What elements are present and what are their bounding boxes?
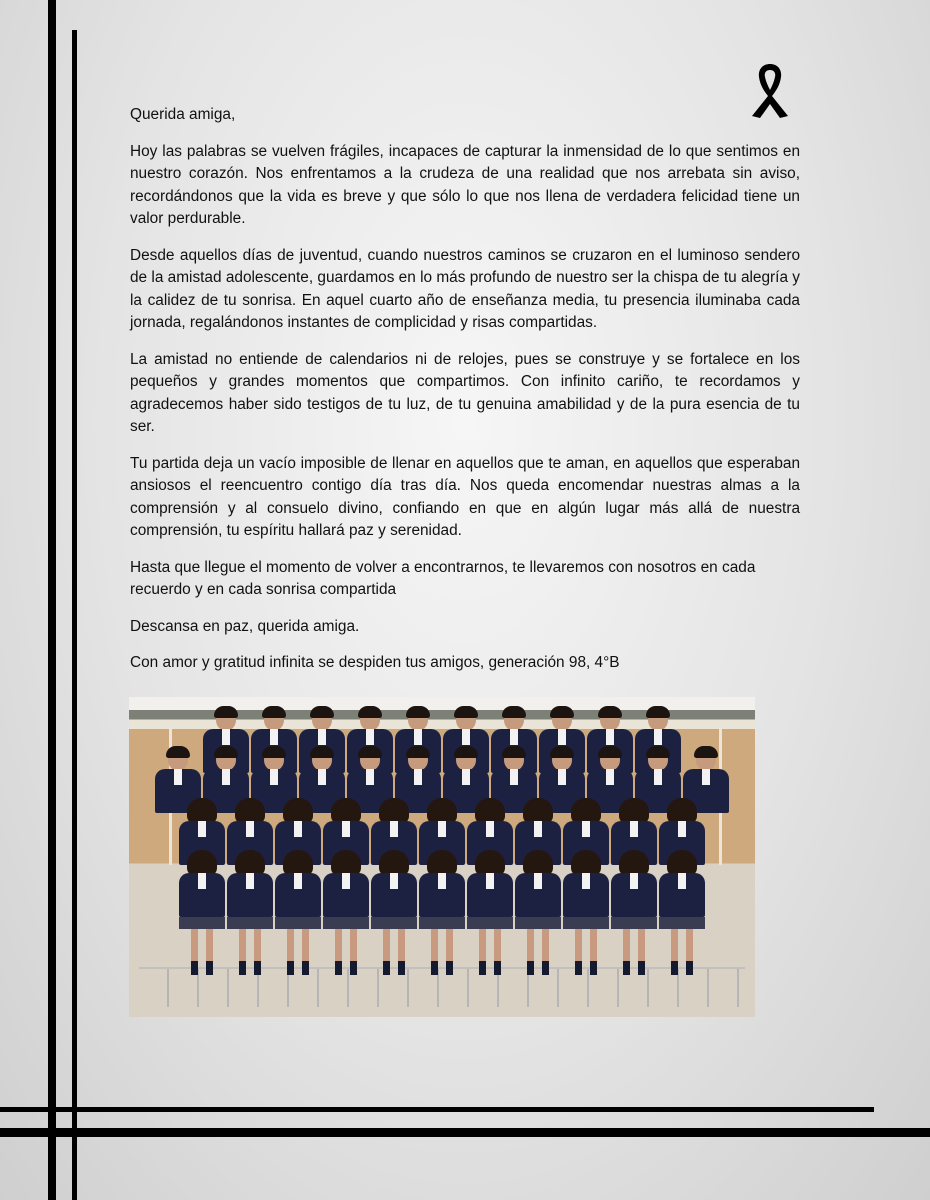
- letter-body: [130, 104, 800, 689]
- letter-paragraph-1: Hoy las palabras se vuelven frágiles, incapaces de capturar la inmensidad de lo que sentimos en nuestro corazón. Nos enfrentamos a la crudeza de una realidad que nos arrebata sin aviso, recordándonos que la vida es breve y que sólo lo que nos llena de verdadera felicidad tiene un valor perdurable.: [130, 142, 800, 227]
- photo-row-front: [129, 853, 755, 975]
- frame-line-left-outer: [48, 0, 56, 1200]
- frame-line-bottom-lower: [0, 1128, 930, 1137]
- letter-closing: Descansa en paz, querida amiga.: [130, 617, 360, 635]
- letter-paragraph-5: Hasta que llegue el momento de volver a encontrarnos, te llevaremos con nosotros en cada recuerdo y en cada sonrisa compartida: [130, 558, 756, 598]
- letter-signature: Con amor y gratitud infinita se despiden tus amigos, generación 98, 4°B: [130, 654, 620, 671]
- letter-greeting: Querida amiga,: [130, 106, 236, 123]
- letter-paragraph-3: La amistad no entiende de calendarios ni de relojes, pues se construye y se fortalece en los pequeños y grandes momentos que compartimos. Con infinito cariño, te recordamos y agradecemos haber sido testigos de tu luz, de tu genuina amabilidad y de la pura esencia de tu ser.: [130, 350, 800, 435]
- letter-paragraph-4: Tu partida deja un vacío imposible de llenar en aquellos que te aman, en aquellos que esperaban ansiosos el reencuentro contigo día tras día. Nos queda encomendar nuestras almas a la comprensión y al consuelo divino, confiando en que en algún lugar más allá de nuestra comprensión, tu espíritu hallará paz y serenidad.: [130, 454, 800, 539]
- class-group-photo: [129, 697, 755, 1017]
- frame-line-left-inner: [72, 30, 77, 1200]
- letter-paragraph-2: Desde aquellos días de juventud, cuando nuestros caminos se cruzaron en el luminoso sendero de la amistad adolescente, guardamos en lo más profundo de nuestro ser la chispa de tu alegría y la calidez de tu sonrisa. En aquel cuarto año de enseñanza media, tu presencia iluminaba cada jornada, regalándonos instantes de complicidad y risas compartidas.: [130, 246, 800, 331]
- frame-line-bottom-upper: [0, 1107, 874, 1112]
